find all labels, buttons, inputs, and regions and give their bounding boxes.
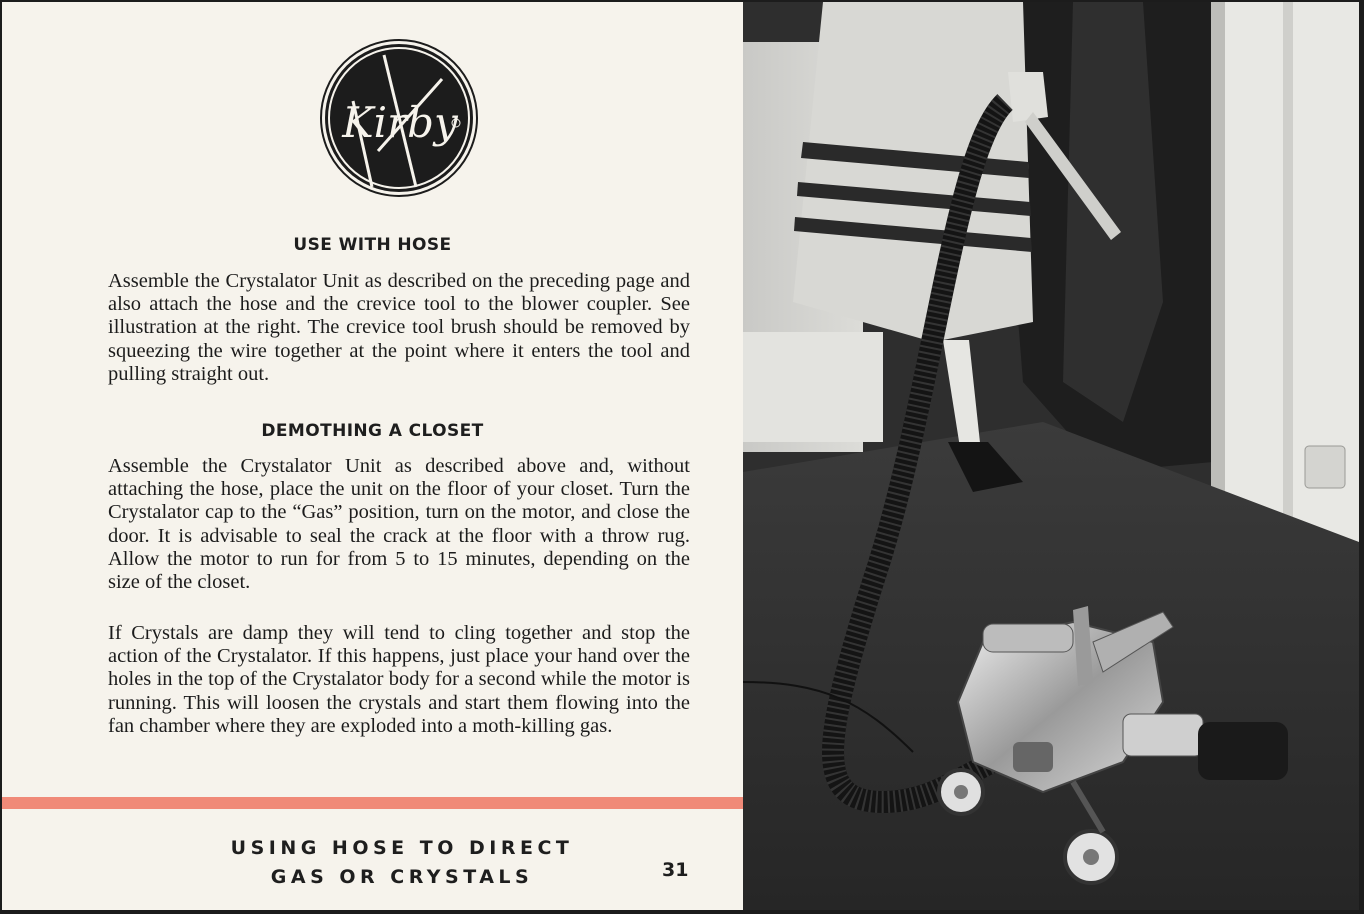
vacuum-closet-illustration — [743, 2, 1359, 910]
paragraph-use-with-hose: Assemble the Crystalator Unit as described on the preceding page and also attach the hose and the crevice tool to the blower coupler. See illustration at the right. The crevice tool brush should be removed by squeezing the wire together at the point where it enters the tool and pulling straight out. — [108, 270, 690, 385]
page-number: 31 — [662, 859, 689, 881]
logo-text: Kirby — [342, 98, 458, 147]
caption-line-2: GAS OR CRYSTALS — [270, 866, 534, 888]
section-heading-demothing-closet: DEMOTHING A CLOSET — [261, 421, 484, 441]
kirby-logo-icon — [320, 39, 478, 197]
text-page — [2, 2, 743, 910]
accent-rule — [2, 797, 743, 809]
illustration-photo — [743, 2, 1359, 910]
paragraph-damp-crystals: If Crystals are damp they will tend to cling together and stop the action of the Crystalator. If this happens, just place your hand over the holes in the top of the Crystalator body for a second while the motor is running. This will loosen the crystals and start them flowing into the fan chamber where they are exploded into a moth-killing gas. — [108, 622, 690, 737]
caption-line-1: USING HOSE TO DIRECT — [230, 837, 574, 859]
section-heading-use-with-hose: USE WITH HOSE — [293, 235, 452, 255]
paragraph-demothing-closet: Assemble the Crystalator Unit as described above and, without attaching the hose, place the unit on the floor of your closet. Turn the Crystalator cap to the “Gas” position, turn on the motor, and close the door. It is advisable to seal the crack at the floor with a throw rug. Allow the motor to run for from 5 to 15 minutes, depending on the size of the closet. — [108, 455, 690, 594]
figure-caption — [182, 834, 622, 892]
